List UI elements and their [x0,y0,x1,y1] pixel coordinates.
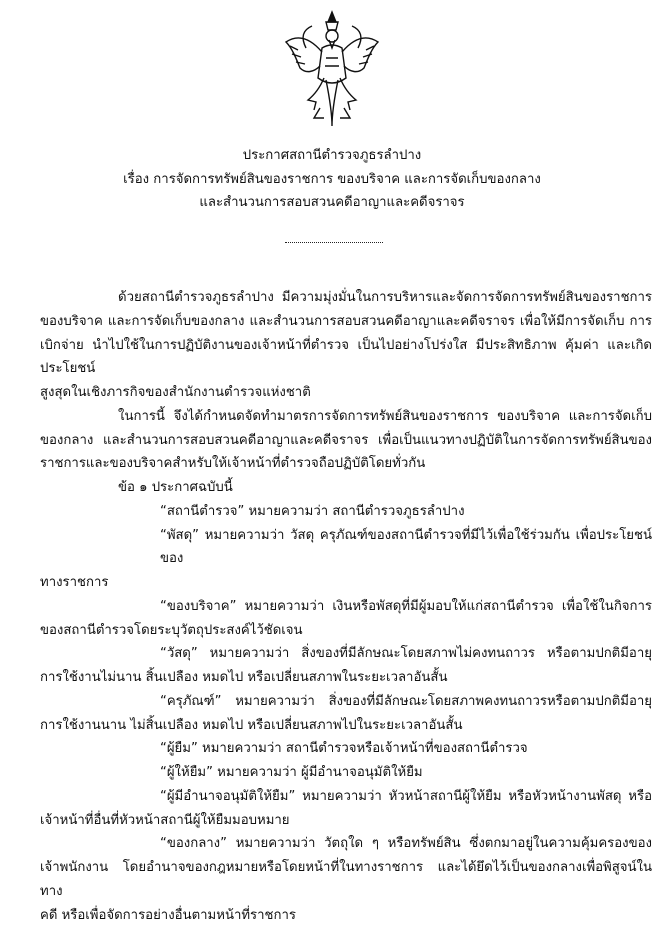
body-line: การใช้งานไม่นาน สิ้นเปลือง หมดไป หรือเปลี่ยนสภาพในระยะเวลาอันสั้น [40,670,448,685]
body-line: “ของกลาง” หมายความว่า วัตถุใด ๆ หรือทรัพย์สิน ซึ่งตกมาอยู่ในความคุ้มครองของ [160,836,652,852]
body-line: ข้อ ๑ ประกาศฉบับนี้ [118,480,233,495]
body-line: เจ้าหน้าที่อื่นที่หัวหน้าสถานีผู้ให้ยืมมอบหมาย [40,812,290,828]
separator [285,242,383,243]
body-line: “ครุภัณฑ์” หมายความว่า สิ่งของที่มีลักษณะโดยสภาพคงทนถาวรหรือตามปกติมีอายุ [160,693,652,709]
document-body [0,286,664,937]
body-line: “วัสดุ” หมายความว่า สิ่งของที่มีลักษณะโดยสภาพไม่คงทนถาวร หรือตามปกติมีอายุ [160,646,652,662]
body-line: ด้วยสถานีตำรวจภูธรลำปาง มีความมุ่งมั่นในการบริหารและจัดการจัดการทรัพย์สินของราชการ [118,290,652,305]
subject-line-2: และสำนวนการสอบสวนคดีอาญาและคดีจราจร [199,195,465,210]
body-line: คดี หรือเพื่อจัดการอย่างอื่นตามหน้าที่ราชการ [40,907,296,923]
body-line: “ผู้มีอำนาจอนุมัติให้ยืม” หมายความว่า หัวหน้าสถานีผู้ให้ยืม หรือหัวหน้างานพัสดุ หรือ [160,788,652,804]
garuda-emblem [282,8,382,130]
body-line: ในการนี้ จึงได้กำหนดจัดทำมาตรการจัดการทรัพย์สินของราชการ ของบริจาค และการจัดเก็บ [118,408,652,424]
body-line: เจ้าพนักงาน โดยอำนาจของกฎหมายหรือโดยหน้าที่ในทางราชการ และได้ยึดไว้เป็นของกลางเพื่อพิสูจน์ในทาง [40,860,652,899]
body-line: ของบริจาค และการจัดเก็บของกลาง และสำนวนการสอบสวนคดีอาญาและคดีจราจร เพื่อให้มีการจัดเก็บ การ [40,313,652,329]
body-line: ของกลาง และสำนวนการสอบสวนคดีอาญาและคดีจราจร เพื่อเป็นแนวทางปฏิบัติในการจัดการทรัพย์สินของ [40,432,652,448]
page-title: ประกาศสถานีตำรวจภูธรลำปาง [242,148,422,163]
body-line: ทางราชการ [40,575,109,590]
body-line: การใช้งานนาน ไม่สิ้นเปลือง หมดไป หรือเปลี่ยนสภาพไปในระยะเวลาอันสั้น [40,717,463,733]
body-line: เบิกจ่าย นำไปใช้ในการปฏิบัติงานของเจ้าหน้าที่ตำรวจ เป็นไปอย่างโปร่งใส มีประสิทธิภาพ คุ้มค่า และเกิดประโยชน์ [40,337,652,377]
body-line: “พัสดุ” หมายความว่า วัสดุ ครุภัณฑ์ของสถานีตำรวจที่มีไว้เพื่อใช้ร่วมกัน เพื่อประโยชน์ของ [160,527,652,567]
body-line: ของสถานีตำรวจโดยระบุวัตถุประสงค์ไว้ชัดเจน [40,622,303,638]
body-line: “สถานีตำรวจ” หมายความว่า สถานีตำรวจภูธรลำปาง [160,503,465,519]
subject-line-1: เรื่อง การจัดการทรัพย์สินของราชการ ของบริจาค และการจัดเก็บของกลาง [123,172,541,187]
body-line: “ผู้ให้ยืม” หมายความว่า ผู้มีอำนาจอนุมัติให้ยืม [160,765,423,780]
body-line: สูงสุดในเชิงภารกิจของสำนักงานตำรวจแห่งชาติ [40,385,311,400]
body-line: “ของบริจาค” หมายความว่า เงินหรือพัสดุที่มีผู้มอบให้แก่สถานีตำรวจ เพื่อใช้ในกิจการ [160,598,652,614]
body-line: “ผู้ยืม” หมายความว่า สถานีตำรวจหรือเจ้าหน้าที่ของสถานีตำรวจ [160,741,528,757]
body-line: ราชการและของบริจาคสำหรับให้เจ้าหน้าที่ตำรวจถือปฏิบัติโดยทั่วกัน [40,456,426,472]
